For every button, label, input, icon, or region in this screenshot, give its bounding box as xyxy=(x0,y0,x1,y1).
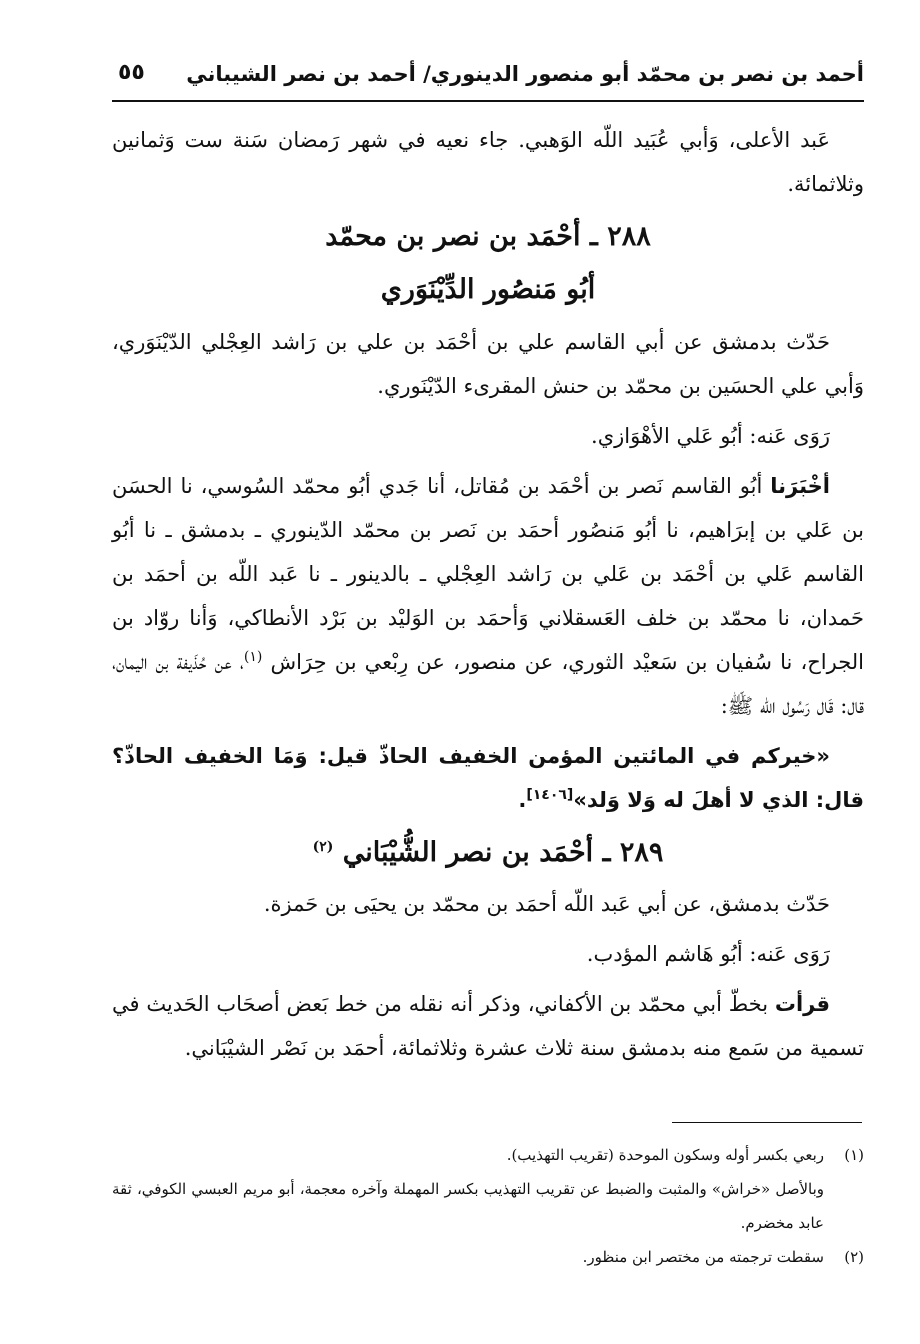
entry-289-heading xyxy=(112,828,864,878)
isnad-text: أبُو القاسم نَصر بن أحْمَد بن مُقاتل، أنا جَدي أبُو محمّد السُوسي، نا الحسَن بن عَلي بن إبرَاهيم، نا أبُو مَنصُور أحمَد بن نَصر بن محمّد الدّينوري ـ بدمشق ـ نا أبُو القاسم عَلي بن أحْمَد بن عَلي بن رَاشد العِجْلي ـ بالدينور ـ نا عَبد اللّه بن أحمَد بن حَمدان، نا محمّد بن خلف العَسقلاني وَأحمَد بن الوَليْد بن بَرْد الأنطاكي، وَأنا روّاد بن الجراح، نا سُفيان بن سَعيْد الثوري، عن منصور، عن رِبْعي بن حِرَاش xyxy=(112,474,864,674)
footnote-number: (١) xyxy=(844,1146,864,1164)
footnote-2 xyxy=(112,1240,864,1274)
footnote-ref-2[interactable]: (٢) xyxy=(312,839,334,855)
header-rule xyxy=(112,100,864,102)
footnotes xyxy=(112,1138,864,1274)
hadith-text-paragraph: «خيركم في المائتين المؤمن الخفيف الحاذّ قيل: وَمَا الخفيف الحاذّ؟ قال: الذي لا أهلَ له وَلا وَلد»[١٤٠٦]. xyxy=(112,744,864,812)
entry-289 xyxy=(112,828,864,1070)
footnote-number: (٢) xyxy=(844,1248,864,1266)
running-head xyxy=(112,58,864,98)
footnote-1 xyxy=(112,1138,864,1172)
entry-289-reading-paragraph xyxy=(112,982,864,1070)
entry-288-transmitter-paragraph: رَوَى عَنه: أبُو عَلي الأهْوَازي. xyxy=(591,424,830,448)
page-number: ٥٥ xyxy=(118,60,145,85)
hadith-reference-number: [١٤٠٦] xyxy=(526,787,574,803)
entry-288-isnad-paragraph xyxy=(112,464,864,728)
footnote-ref-1[interactable]: (١) xyxy=(243,649,263,665)
isnad-lead-word: أخْبَرَنا xyxy=(770,474,831,498)
hadith-text: «خيركم في المائتين المؤمن الخفيف الحاذّ قيل: وَمَا الخفيف الحاذّ؟ قال: الذي لا أهلَ له وَلا وَلد» xyxy=(112,744,864,812)
isnad-ending: ، عن حُذَيفة بن اليمان، قال: قَال رَسُول الله ﷺ: xyxy=(112,650,864,718)
entry-288-heading: ٢٨٨ ـ أحْمَد بن نصر بن محمّد xyxy=(325,221,651,252)
reading-lead-word: قرأت xyxy=(774,992,830,1016)
entry-289-transmitter-paragraph: رَوَى عَنه: أبُو هَاشم المؤدب. xyxy=(586,942,830,966)
footnote-rule xyxy=(672,1122,862,1123)
continuation-paragraph: عَبد الأعلى، وَأبي عُبَيد اللّه الوَهبي. جاء نعيه في شهر رَمضان سَنة ست وَثمانين وثلاثمائة. xyxy=(112,128,864,196)
entry-289-heading-text: ٢٨٩ ـ أحْمَد بن نصر الشُّيْبَاني xyxy=(342,837,664,868)
footnote-text: ربعي بكسر أوله وسكون الموحدة (تقريب التهذيب). xyxy=(506,1146,824,1164)
entry-288 xyxy=(112,212,864,822)
entry-289-narrated-paragraph: حَدّث بدمشق، عن أبي عَبد اللّه أحمَد بن محمّد بن يحيَى بن حَمزة. xyxy=(263,892,830,916)
footnote-1-continuation: وبالأصل «خراش» والمثبت والضبط عن تقريب التهذيب بكسر المهملة وآخره معجمة، أبو مريم العبسي الكوفي، ثقة عابد مخضرم. xyxy=(112,1180,824,1232)
footnote-text: سقطت ترجمته من مختصر ابن منظور. xyxy=(582,1248,824,1266)
running-title: أحمد بن نصر بن محمّد أبو منصور الدينوري/ أحمد بن نصر الشيباني xyxy=(186,62,864,86)
entry-288-narrated-paragraph: حَدّث بدمشق عن أبي القاسم علي بن أحْمَد بن علي بن رَاشد العِجْلي الدّيْنَوَري، وَأبي علي الحسَين بن محمّد بن حنش المقرىء الدّيْنَوري. xyxy=(112,330,864,398)
page-body xyxy=(112,118,864,1070)
entry-288-subheading: أبُو مَنصُور الدِّيْنَوَري xyxy=(380,274,596,305)
reading-text: بخطّ أبي محمّد بن الأكفاني، وذكر أنه نقله من خط بَعض أصحَاب الحَديث في تسمية من سَمع منه بدمشق سنة ثلاث عشرة وثلاثمائة، أحمَد بن نَصْر الشيْبَاني. xyxy=(112,992,864,1060)
